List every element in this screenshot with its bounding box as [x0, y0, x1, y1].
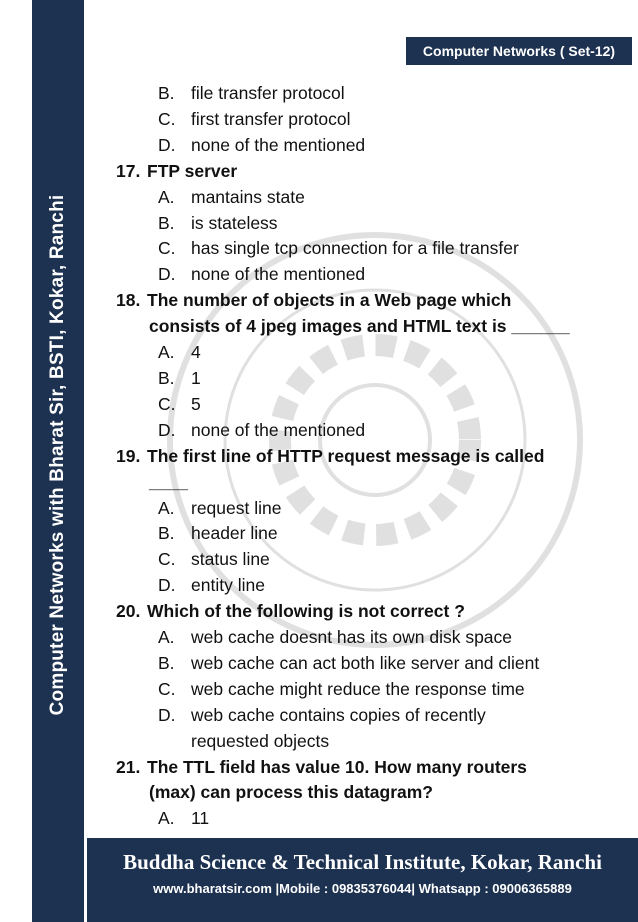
question-19: 19. The first line of HTTP request message is called	[116, 445, 545, 466]
option: B. 1	[158, 367, 201, 388]
question-19-continuation: ____	[149, 471, 188, 492]
sidebar	[0, 0, 87, 922]
question-20: 20. Which of the following is not correct ?	[116, 601, 465, 622]
option: D. none of the mentioned	[158, 264, 366, 285]
question-18-continuation: consists of 4 jpeg images and HTML text is ______	[149, 316, 570, 337]
option: D. entity line	[158, 575, 265, 596]
option: C. status line	[158, 549, 270, 570]
option-continuation: requested objects	[191, 730, 330, 751]
option: D. none of the mentioned	[158, 134, 366, 155]
option: C. first transfer protocol	[158, 108, 351, 129]
option: D. none of the mentioned	[158, 419, 366, 440]
option: B. web cache can act both like server and client	[158, 652, 540, 673]
option: A. 11	[158, 808, 210, 829]
option: B. header line	[158, 523, 278, 544]
sidebar-title: Computer Networks with Bharat Sir, BSTI, Kokar, Ranchi	[47, 194, 68, 716]
question-18: 18. The number of objects in a Web page which	[116, 290, 512, 311]
option: A. mantains state	[158, 186, 305, 207]
question-list	[116, 81, 616, 858]
option: C. web cache might reduce the response time	[158, 678, 525, 699]
footer-institute-name: Buddha Science & Technical Institute, Kokar, Ranchi	[123, 850, 602, 874]
option: A. 4	[158, 342, 201, 363]
option: C. 5	[158, 393, 201, 414]
option: D. web cache contains copies of recently	[158, 704, 486, 725]
question-21-continuation: (max) can process this datagram?	[149, 782, 433, 803]
option: B. file transfer protocol	[158, 83, 345, 103]
option: A. web cache doesnt has its own disk space	[158, 627, 513, 648]
question-17: 17. FTP server	[116, 160, 238, 181]
question-21: 21. The TTL field has value 10. How many routers	[116, 756, 527, 777]
option: C. has single tcp connection for a file transfer	[158, 238, 519, 259]
footer	[87, 838, 638, 922]
option: A. request line	[158, 497, 282, 518]
option: B. is stateless	[158, 212, 278, 233]
set-label: Computer Networks ( Set-12)	[406, 37, 632, 65]
footer-contact: www.bharatsir.com |Mobile : 09835376044| Whatsapp : 09006365889	[153, 881, 572, 896]
